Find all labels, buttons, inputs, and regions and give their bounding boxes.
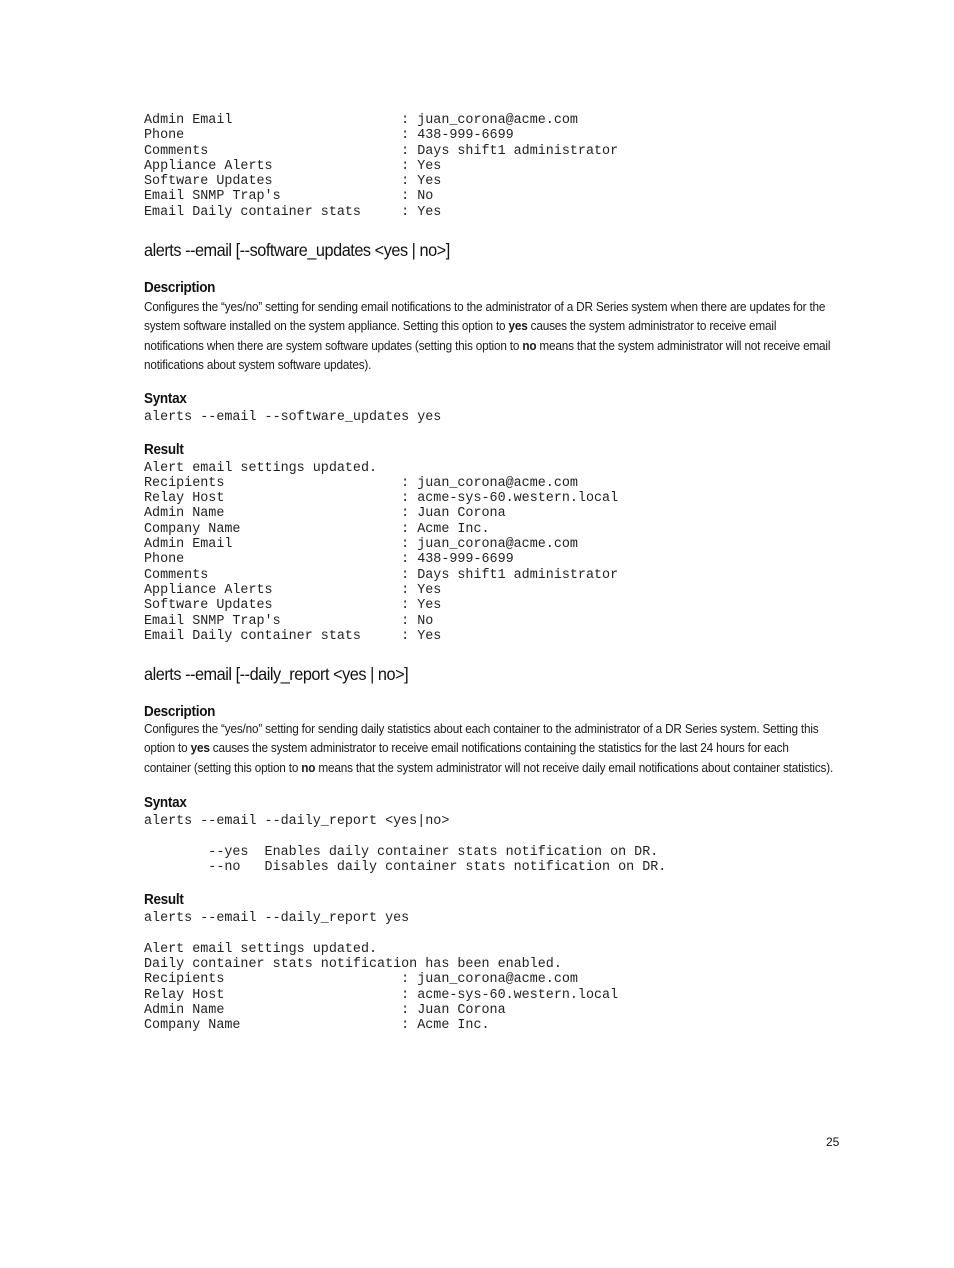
section-heading: alerts --email [--daily_report <yes | no>] xyxy=(144,664,409,685)
keyword-no: no xyxy=(522,338,537,353)
description-label: Description xyxy=(144,704,216,721)
page-number: 25 xyxy=(826,1135,840,1149)
section-heading: alerts --email [--software_updates <yes | no>] xyxy=(144,240,450,261)
document-page xyxy=(144,113,844,1034)
result-label: Result xyxy=(144,441,184,458)
keyword-yes: yes xyxy=(190,741,210,756)
section-daily-report xyxy=(144,664,844,1033)
section-software-updates xyxy=(144,240,844,644)
code-block-top: Admin Email : juan_corona@acme.com Phone : 438-999-6699 Comments : Days shift1 administrator Appliance Alerts : Yes Software Updates : Yes Email SNMP Trap's : No Email Daily container stats : Yes xyxy=(144,113,619,220)
result-code: alerts --email --daily_report yes Alert email settings updated. Daily container stats notification has been enabled. Recipients : juan_corona@acme.com Relay Host : acme-sys-60.western.local Admin Name : Juan Corona Company Name : Acme Inc. xyxy=(144,911,619,1034)
keyword-no: no xyxy=(301,760,316,775)
syntax-label: Syntax xyxy=(144,795,187,812)
description-text: Configures the “yes/no” setting for sending email notifications to the administrator of a DR Series system when there are updates for the system software installed on the system appliance. Setting this option to yes causes the system administrator to receive email notifications when there are system software updates (setting this option to no means that the system administrator will not receive email notifications about system software updates). xyxy=(144,300,831,372)
syntax-label: Syntax xyxy=(144,391,187,408)
description-text: Configures the “yes/no” setting for sending daily statistics about each container to the administrator of a DR Series system. Setting this option to yes causes the system administrator to receive email notifications containing the statistics for the last 24 hours for each container (setting this option to no means that the system administrator will not receive daily email notifications about container statistics). xyxy=(144,722,834,775)
syntax-code: alerts --email --software_updates yes xyxy=(144,410,442,426)
result-code: Alert email settings updated. Recipients : juan_corona@acme.com Relay Host : acme-sys-60.western.local Admin Name : Juan Corona Company Name : Acme Inc. Admin Email : juan_corona@acme.com Phone : 438-999-6699 Comments : Days shift1 administrator Appliance Alerts : Yes Software Updates : Yes Email SNMP Trap's : No Email Daily container stats : Yes xyxy=(144,460,619,644)
keyword-yes: yes xyxy=(508,319,528,334)
description-label: Description xyxy=(144,280,216,297)
syntax-code: alerts --email --daily_report <yes|no> --yes Enables daily container stats notification on DR. --no Disables daily container stats notification on DR. xyxy=(144,814,667,875)
result-label: Result xyxy=(144,892,184,909)
